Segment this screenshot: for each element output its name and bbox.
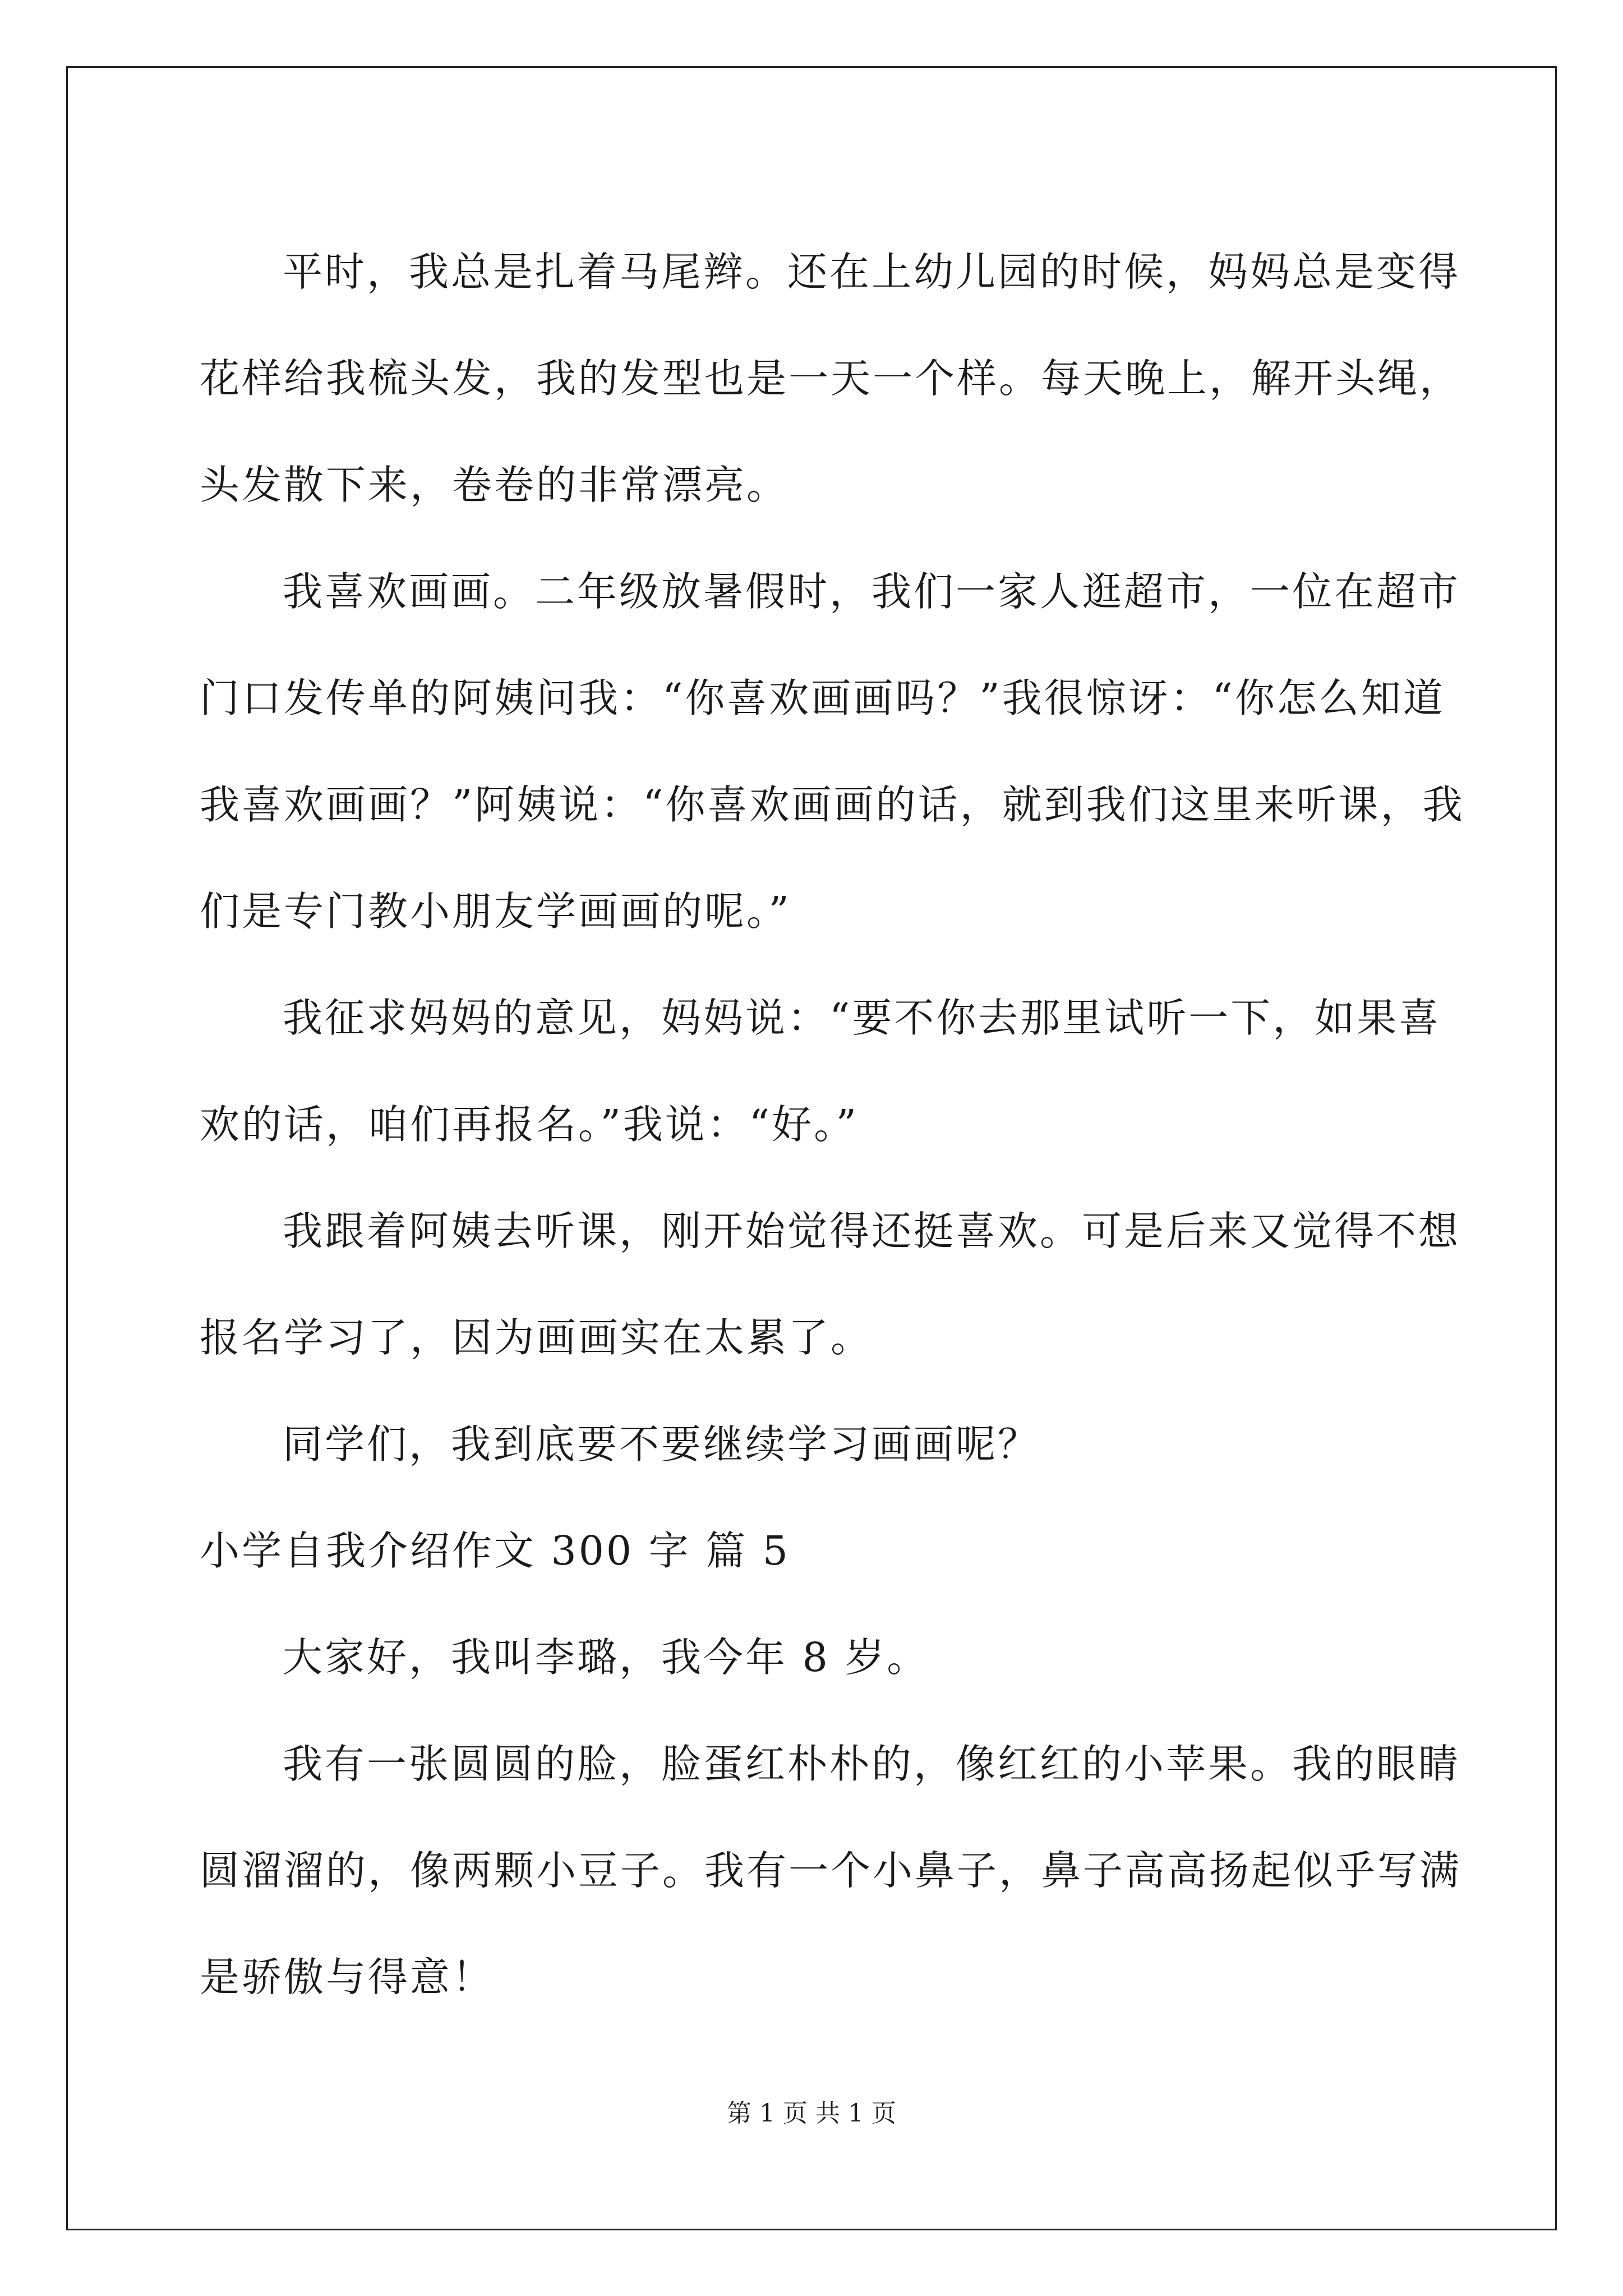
section-heading: 小学自我介绍作文 300 字 篇 5 <box>200 1527 790 1574</box>
page-number-footer: 第 1 页 共 1 页 <box>727 2099 896 2128</box>
paragraph: 我征求妈妈的意见，妈妈说：“要不你去那里试听一下，如果喜欢的话，咱们再报名。”我说：“好。” <box>200 995 1441 1148</box>
paragraph: 同学们，我到底要不要继续学习画画呢？ <box>283 1421 1040 1467</box>
paragraph: 平时，我总是扎着马尾辫。还在上幼儿园的时候，妈妈总是变得花样给我梳头发，我的发型也是一天一个样。每天晚上，解开头绳，头发散下来，卷卷的非常漂亮。 <box>200 249 1462 508</box>
paragraph: 大家好，我叫李璐，我今年 8 岁。 <box>283 1634 929 1681</box>
document-body <box>200 219 1478 2031</box>
paragraph: 我跟着阿姨去听课，刚开始觉得还挺喜欢。可是后来又觉得不想报名学习了，因为画画实在太累了。 <box>200 1208 1461 1361</box>
paragraph: 我有一张圆圆的脸，脸蛋红朴朴的，像红红的小苹果。我的眼睛圆溜溜的，像两颗小豆子。我有一个小鼻子，鼻子高高扬起似乎写满是骄傲与得意！ <box>200 1741 1462 2000</box>
paragraph: 我喜欢画画。二年级放暑假时，我们一家人逛超市，一位在超市门口发传单的阿姨问我：“你喜欢画画吗？”我很惊讶：“你怎么知道我喜欢画画？”阿姨说：“你喜欢画画的话，就到我们这里来听课，我们是专门教小朋友学画画的呢。” <box>200 568 1465 935</box>
